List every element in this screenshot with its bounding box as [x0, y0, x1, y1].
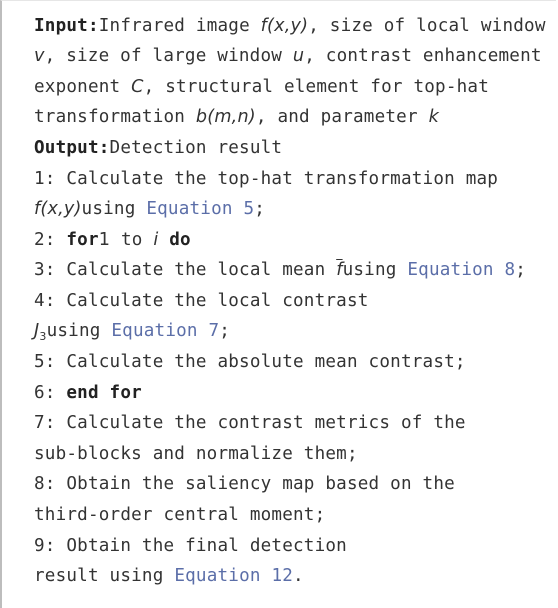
step-text: ; [515, 260, 527, 280]
step-7-line-2 [34, 439, 358, 469]
input-line-2 [34, 41, 542, 71]
step-1-line-1 [34, 164, 498, 194]
step-text: 4: Calculate the local contrast [34, 291, 369, 311]
local-mean-symbol: $\overline{f}$ [336, 260, 343, 280]
input-text: , and parameter [255, 107, 429, 127]
variable-v: v [34, 46, 45, 66]
input-line-4 [34, 102, 439, 132]
step-text: using [342, 260, 408, 280]
output-line [34, 133, 282, 163]
step-1-line-2 [34, 194, 265, 224]
step-text: ; [219, 321, 231, 341]
step-text: 8: Obtain the saliency map based on the [34, 474, 455, 494]
variable-k: k [428, 107, 439, 127]
step-text: to [110, 230, 154, 250]
image-function: f(x,y) [260, 16, 309, 36]
variable-C: C [131, 77, 144, 97]
step-text: using [46, 321, 112, 341]
step-text: 9: Obtain the final detection [34, 536, 347, 556]
step-text: using [81, 199, 147, 219]
equation-5-link[interactable]: Equation 5 [146, 199, 255, 219]
step-5-line [34, 347, 466, 377]
step-6-line [34, 378, 142, 408]
step-text: 3: Calculate the local mean [34, 260, 337, 280]
step-text: 7: Calculate the contrast metrics of the [34, 413, 466, 433]
end-for-keyword: end for [66, 383, 142, 403]
input-text: Infrared image [98, 16, 261, 36]
step-9-line-1 [34, 531, 347, 561]
step-8-line-1 [34, 469, 455, 499]
input-text: transformation [34, 107, 196, 127]
step-text: . [293, 566, 304, 586]
step-9-line-2 [34, 561, 304, 591]
step-text: 1: Calculate the top-hat transformation map [34, 169, 499, 189]
input-line-1 [34, 11, 546, 41]
do-keyword: do [169, 230, 191, 250]
step-text: 5: Calculate the absolute mean contrast; [34, 352, 466, 372]
for-keyword: for [66, 230, 99, 250]
step-3-line [34, 255, 526, 285]
input-text: exponent [34, 77, 132, 97]
step-number: 2: [34, 230, 67, 250]
step-number: 6: [34, 383, 67, 403]
step-7-line-1 [34, 408, 466, 438]
step-text: result using [34, 566, 175, 586]
contrast-subscript: 3 [39, 330, 47, 343]
contrast-symbol: J [34, 321, 40, 341]
equation-12-link[interactable]: Equation 12 [174, 566, 294, 586]
input-text: , structural element for top-hat [143, 77, 489, 97]
step-text: third-order central moment; [34, 505, 326, 525]
input-text: , size of local window [308, 16, 546, 36]
output-text: Detection result [109, 138, 283, 158]
input-text: , contrast enhancement [304, 46, 542, 66]
step-2-line [34, 225, 191, 255]
output-label: Output: [34, 138, 110, 158]
variable-u: u [292, 46, 305, 66]
equation-7-link[interactable]: Equation 7 [111, 321, 220, 341]
input-line-3 [34, 72, 489, 102]
step-4-line-1 [34, 286, 369, 316]
input-label: Input: [34, 16, 99, 36]
input-text: , size of large window [44, 46, 293, 66]
step-4-line-2 [34, 316, 230, 346]
equation-8-link[interactable]: Equation 8 [407, 260, 516, 280]
step-text: ; [254, 199, 266, 219]
structural-element: b(m,n) [195, 107, 256, 127]
variable-i: i [153, 230, 159, 250]
step-text: sub-blocks and normalize them; [34, 444, 358, 464]
loop-start: 1 [98, 230, 111, 250]
step-8-line-2 [34, 500, 325, 530]
tophat-map: f(x,y) [34, 199, 82, 219]
